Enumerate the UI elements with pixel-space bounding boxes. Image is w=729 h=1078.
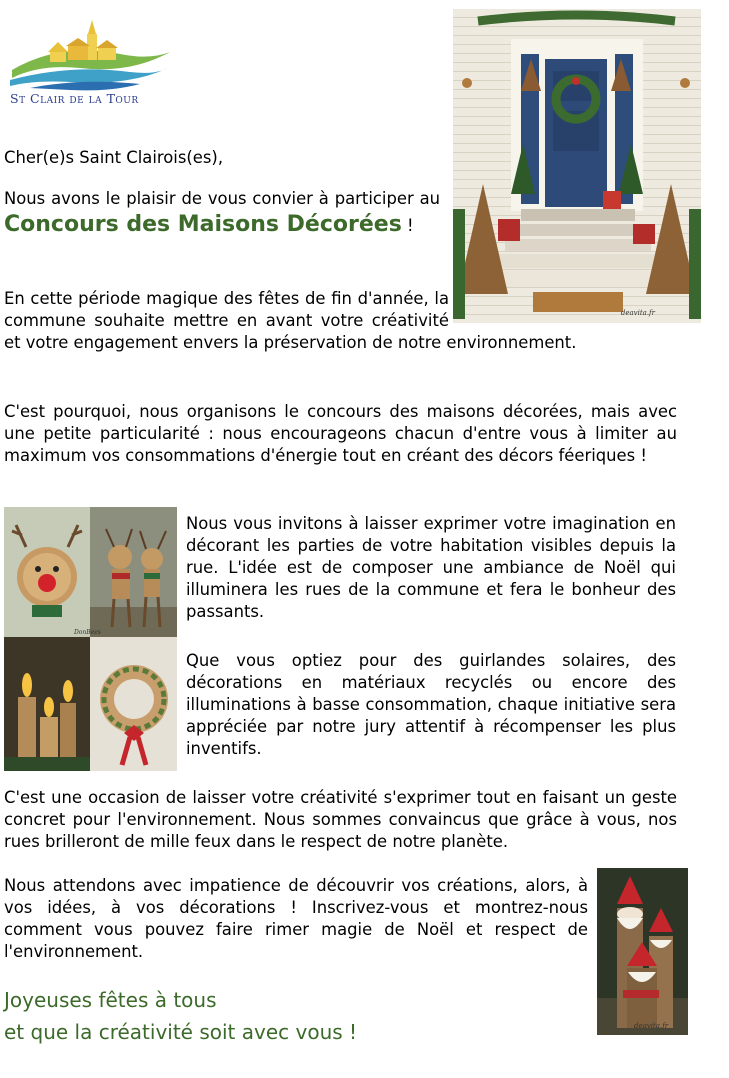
paragraph-4: Que vous optiez pour des guirlandes solaires, des décorations en matériaux recyclés ou encore des illuminations à basse consommation, chaque initiative sera appréciée par notre jury attentif à récompenser les plus inventifs. [186, 651, 676, 758]
log-candles-photo [4, 637, 90, 771]
photo-caption: DonBees [74, 629, 101, 636]
village-logo-icon [10, 12, 170, 92]
paragraph-3: Nous vous invitons à laisser exprimer votre imagination en décorant les parties de votre habitation visibles depuis la rue. L'idée est de composer une ambiance de Noël qui illuminera les rues de la commune et fera le bonheur des passants. [186, 514, 676, 621]
contest-title: Concours des Maisons Décorées [4, 212, 402, 237]
logo [10, 12, 175, 112]
intro-text-before: Nous avons le plaisir de vous convier à participer au [4, 189, 440, 208]
reindeer-decorations-photo [4, 507, 90, 637]
decorated-door-photo [453, 9, 701, 323]
wood-wreath-photo [90, 637, 177, 771]
photo-caption: deavita.fr [620, 309, 655, 317]
intro-text-after: ! [401, 216, 414, 235]
logo-text: St Clair de la Tour [10, 91, 139, 106]
santa-logs-photo [597, 868, 688, 1035]
paragraph-6: Nous attendons avec impatience de découvrir vos créations, alors, à vos idées, à vos décorations ! Inscrivez-vous et montrez-nous comment vous pouvez faire rimer magie de Noël et respect de l'environnement. [4, 876, 588, 961]
intro-paragraph [4, 186, 440, 239]
photo-caption: deavita.fr [634, 1022, 669, 1030]
greeting: Cher(e)s Saint Clairois(es), [4, 148, 224, 167]
closing-line-2: et que la créativité soit avec vous ! [4, 1020, 358, 1044]
wooden-reindeer-photo [74, 507, 177, 637]
paragraph-2: C'est pourquoi, nous organisons le concours des maisons décorées, mais avec une petite particularité : nous encourageons chacun d'entre vous à limiter au maximum vos consommations d'énergie tout en créant des décors féeriques ! [4, 402, 677, 465]
paragraph-1-text: En cette période magique des fêtes de fin d'année, la commune souhaite mettre en avant votre créativité et votre engagement envers la préservation de notre environnement. [4, 289, 577, 352]
paragraph-1 [4, 288, 679, 354]
paragraph-5: C'est une occasion de laisser votre créativité s'exprimer tout en faisant un geste concret pour l'environnement. Nous sommes convaincus que grâce à vous, nos rues brilleront de mille feux dans le respect de notre planète. [4, 788, 677, 851]
closing-line-1: Joyeuses fêtes à tous [4, 988, 217, 1012]
